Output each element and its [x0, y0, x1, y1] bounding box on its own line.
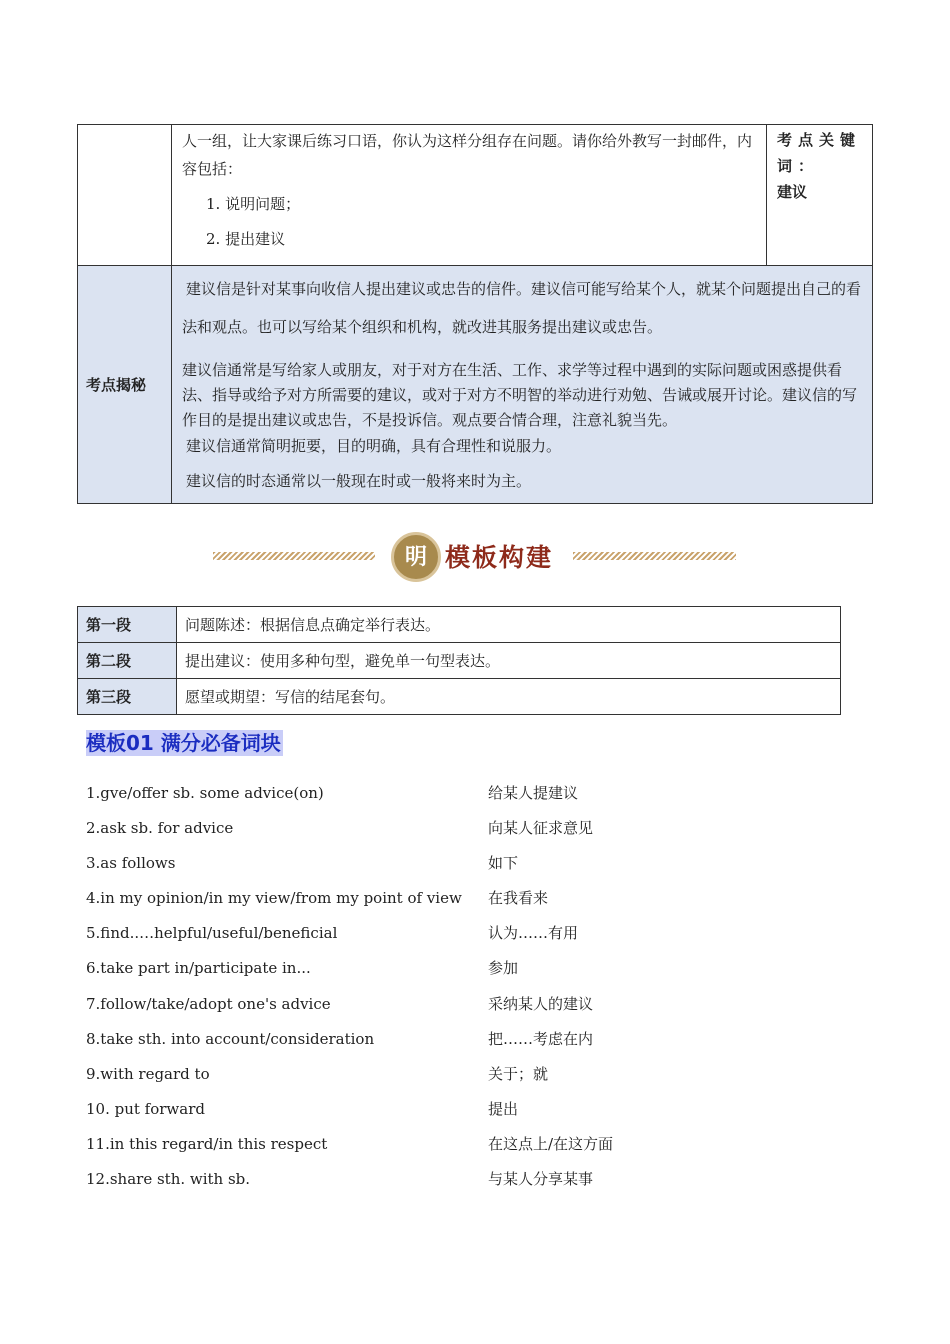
vocab-en: 8.take sth. into account/consideration: [86, 1029, 375, 1048]
keyword-value: 建议: [777, 183, 808, 201]
task-list: [206, 187, 758, 257]
vocab-cn: 参加: [488, 959, 519, 978]
structure-text: 愿望或期望：写信的结尾套句。: [177, 679, 841, 715]
section-title: 模板01 满分必备词块: [86, 731, 281, 755]
secret-label: 考点揭秘: [78, 266, 172, 504]
vocab-cn: 在我看来: [488, 889, 549, 908]
task-table: [77, 124, 873, 504]
vocab-row: [86, 1059, 786, 1094]
vocab-list: [86, 778, 786, 1199]
keyword-label: 考点关键词：: [777, 131, 862, 175]
vocab-row: [86, 1164, 786, 1199]
banner-stripe-left: [213, 552, 375, 560]
vocab-cn: 关于；就: [488, 1064, 549, 1083]
structure-row: [78, 607, 841, 643]
vocab-row: [86, 848, 786, 883]
task-cell: [172, 125, 767, 266]
vocab-cn: 认为……有用: [488, 924, 579, 943]
structure-text: 问题陈述：根据信息点确定举行表达。: [177, 607, 841, 643]
vocab-row: [86, 989, 786, 1024]
vocab-row: [86, 953, 786, 988]
vocab-cn: 提出: [488, 1099, 519, 1118]
vocab-cn: 与某人分享某事: [488, 1170, 594, 1189]
vocab-en: 7.follow/take/adopt one's advice: [86, 994, 331, 1013]
vocab-row: [86, 1024, 786, 1059]
vocab-row: [86, 813, 786, 848]
vocab-en: 4.in my opinion/in my view/from my point of view: [86, 889, 462, 908]
vocab-en: 10. put forward: [86, 1099, 205, 1118]
vocab-row: [86, 1129, 786, 1164]
vocab-en: 11.in this regard/in this respect: [86, 1134, 328, 1153]
structure-text: 提出建议：使用多种句型，避免单一句型表达。: [177, 643, 841, 679]
keyword-cell: [767, 125, 873, 266]
banner-stripe-right: [573, 552, 736, 560]
secret-row: [78, 266, 873, 504]
secret-paragraph-3: 建议信通常简明扼要，目的明确，具有合理性和说服力。: [186, 437, 562, 455]
vocab-row: [86, 778, 786, 813]
secret-paragraph-2: 建议信通常是写给家人或朋友，对于对方在生活、工作、求学等过程中遇到的实际问题或困惑提供看法、指导或给予对方所需要的建议，或对于对方不明智的举动进行劝勉、告诫或展开讨论。建议信的写作目的是提出建议或忠告，不是投诉信。观点要合情合理，注意礼貌当先。: [182, 361, 858, 429]
structure-head: 第一段: [78, 607, 177, 643]
task-text: 人一组，让大家课后练习口语，你认为这样分组存在问题。请你给外教写一封邮件，内容包括：: [182, 132, 753, 178]
vocab-row: [86, 883, 786, 918]
vocab-cn: 在这点上/在这方面: [488, 1134, 614, 1153]
structure-head: 第二段: [78, 643, 177, 679]
vocab-en: 2.ask sb. for advice: [86, 819, 234, 838]
structure-row: [78, 679, 841, 715]
vocab-cn: 如下: [488, 854, 519, 873]
task-item-2: 2. 提出建议: [206, 230, 286, 248]
task-row: [78, 125, 873, 266]
vocab-en: 12.share sth. with sb.: [86, 1170, 251, 1189]
template-banner: [213, 528, 736, 584]
vocab-cn: 把……考虑在内: [488, 1029, 594, 1048]
structure-head: 第三段: [78, 679, 177, 715]
vocab-row: [86, 918, 786, 953]
secret-body: [172, 266, 873, 504]
banner-title: 模板构建: [445, 543, 554, 572]
task-item-1: 1. 说明问题；: [206, 195, 301, 213]
vocab-en: 3.as follows: [86, 854, 176, 873]
vocab-en: 1.gve/offer sb. some advice(on): [86, 784, 324, 802]
vocab-cn: 向某人征求意见: [488, 819, 594, 838]
task-empty-cell: [78, 125, 172, 266]
vocab-en: 6.take part in/participate in...: [86, 959, 311, 978]
structure-table: [77, 606, 841, 715]
banner-seal-icon: 明: [391, 532, 441, 582]
vocab-cn: 给某人提建议: [488, 784, 579, 802]
secret-paragraph-1: 建议信是针对某事向收信人提出建议或忠告的信件。建议信可能写给某个人，就某个问题提出自己的看法和观点。也可以写给某个组织和机构，就改进其服务提出建议或忠告。: [182, 280, 862, 336]
vocab-en: 9.with regard to: [86, 1064, 210, 1083]
secret-paragraph-4: 建议信的时态通常以一般现在时或一般将来时为主。: [186, 472, 532, 490]
vocab-cn: 采纳某人的建议: [488, 994, 594, 1013]
vocab-row: [86, 1094, 786, 1129]
structure-row: [78, 643, 841, 679]
vocab-en: 5.find..…helpful/useful/beneficial: [86, 924, 338, 943]
